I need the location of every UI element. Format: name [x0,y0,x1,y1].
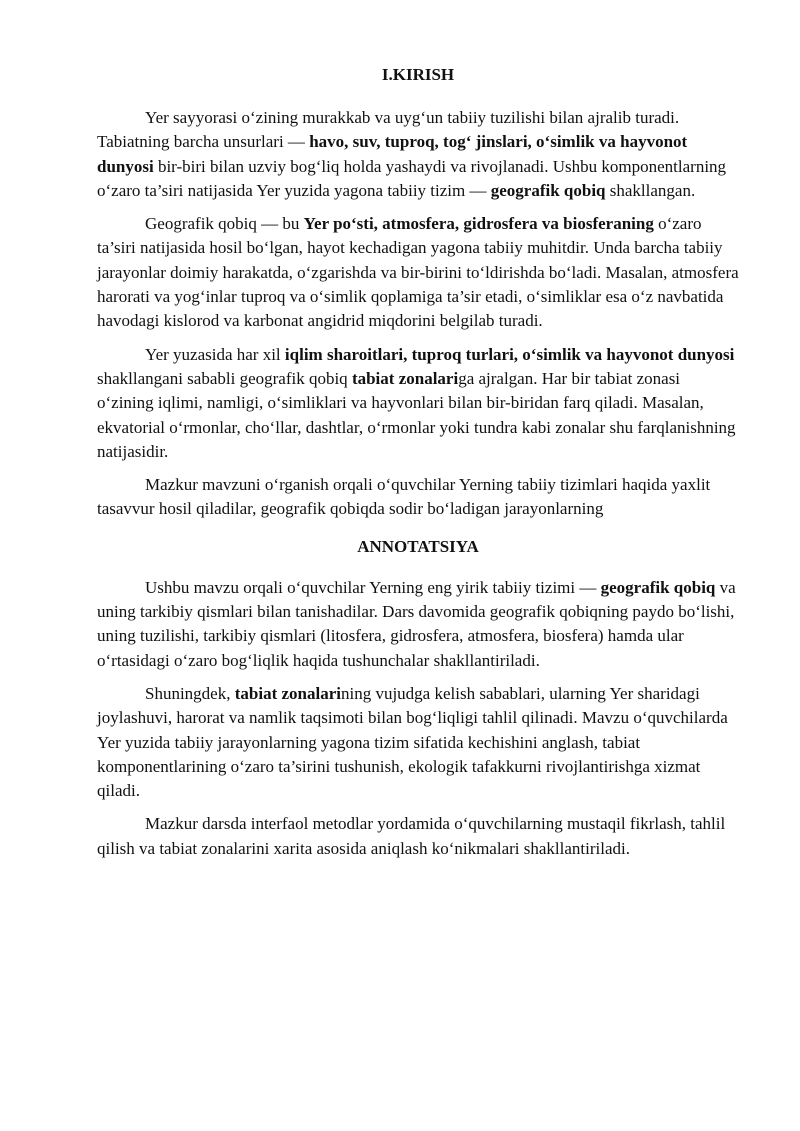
text-run: bir-biri bilan uzviy bog‘liq holda yashaydi va rivojlanadi. Ushbu komponentlarning o‘zaro ta’siri natijasida Yer yuzida yagona tabiiy tizim — [97,156,727,200]
annotatsiya-paragraph-3 [97,812,739,861]
text-run: Yer sayyorasi o‘zining murakkab va uyg‘un tabiiy tuzilishi bilan ajralib turadi. Tabiatning barcha unsurlari — [97,108,680,152]
kirish-paragraph-1 [97,106,739,203]
bold-run: geografik qobiq [600,577,716,597]
text-run: va uning tarkibiy qismlari bilan tanishadilar. Dars davomida geografik qobiqning paydo bo‘lishi, uning tuzilishi, tarkibiy qismlari (litosfera, gidrosfera, atmosfera, biosfera) hamda ular o‘rtasidagi o‘zaro bog‘liqlik haqida tushunchalar shakllantiriladi. [97,577,736,670]
kirish-paragraph-2 [97,212,739,333]
annotatsiya-paragraph-2 [97,682,739,803]
text-run: shakllangan. [605,180,696,200]
bold-run: tabiat zonalari [351,368,459,388]
text-run: Shuningdek, [145,683,235,703]
text-run: ning vujudga kelish sabablari, ularning Yer sharidagi joylashuvi, harorat va namlik taqsimoti bilan bog‘liqligi tahlil qilinadi. Mavzu o‘quvchilarda Yer yuzida tabiiy jarayonlarning yagona tizim sifatida kechishini anglash, tabiat komponentlarining o‘zaro ta’sirini tushunish, ekologik tafakkurni rivojlantirishga xizmat qiladi. [97,683,728,801]
section-title-kirish: I.KIRISH [381,65,455,84]
kirish-paragraph-4 [97,473,739,522]
bold-run: iqlim sharoitlari, tuproq turlari, o‘simlik va hayvonot dunyosi [284,344,735,364]
kirish-paragraph-3 [97,343,739,464]
section-title-annotatsiya: ANNOTATSIYA [357,536,479,556]
bold-run: geografik qobiq [490,180,606,200]
document-page [97,62,739,870]
text-run: shakllangani sababli geografik qobiq [97,368,352,388]
text-run: Mazkur darsda interfaol metodlar yordamida o‘quvchilarning mustaqil fikrlash, tahlil qilish va tabiat zonalarini xarita asosida aniqlash ko‘nikmalari shakllantiriladi. [97,814,726,858]
text-run: ga ajralgan. Har bir tabiat zonasi o‘zining iqlimi, namligi, o‘simliklari va hayvonlari bilan bir-biridan farq qiladi. Masalan, ekvatorial o‘rmonlar, cho‘llar, dashtlar, o‘rmonlar yoki tundra kabi zonalar shu farqlanishning natijasidir. [97,368,736,461]
text-run: Geografik qobiq — bu [145,214,304,234]
text-run: Ushbu mavzu orqali o‘quvchilar Yerning eng yirik tabiiy tizimi — [145,577,601,597]
text-run: o‘zaro ta’siri natijasida hosil bo‘lgan, hayot kechadigan yagona tabiiy muhitdir. Unda barcha tabiiy jarayonlar doimiy harakatda, o‘zgarishda va bir-birini to‘ldirishda bo‘ladi. Masalan, atmosfera harorati va yog‘inlar tuproq va o‘simlik qoplamiga ta’sir etadi, o‘simliklar esa o‘z navbatida havodagi kislorod va karbonat angidrid miqdorini belgilab turadi. [97,214,739,331]
bold-run: tabiat zonalari [234,683,341,703]
text-run: Yer yuzasida har xil [145,344,285,364]
annotatsiya-paragraph-1 [97,576,739,673]
text-run: Mazkur mavzuni o‘rganish orqali o‘quvchilar Yerning tabiiy tizimlari haqida yaxlit tasavvur hosil qiladilar, geografik qobiqda sodir bo‘ladigan jarayonlarning [97,475,711,519]
bold-run: Yer po‘sti, atmosfera, gidrosfera va biosferaning [303,214,654,234]
bold-run: havo, suv, tuproq, tog‘ jinslari, o‘simlik va hayvonot dunyosi [97,132,688,176]
